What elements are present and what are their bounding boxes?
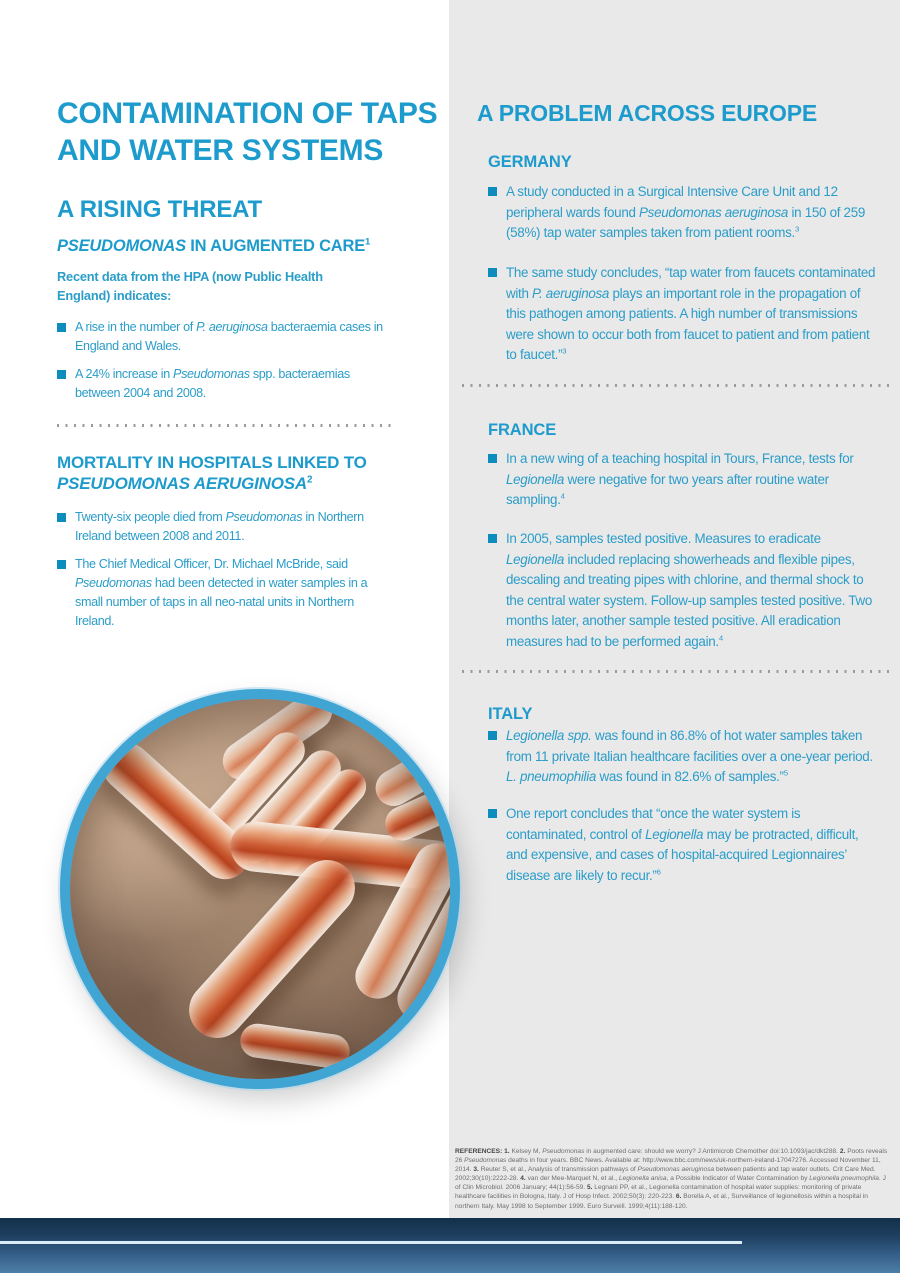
footer-bar xyxy=(0,1218,900,1273)
bullet-item xyxy=(488,182,888,244)
country-heading-germany: GERMANY xyxy=(488,153,572,171)
hpa-intro-text: Recent data from the HPA (now Public Health England) indicates: xyxy=(57,269,323,303)
bullet-square-icon xyxy=(57,560,66,569)
mortality-bullet-list xyxy=(57,508,397,640)
bacteria-photo xyxy=(60,689,460,1089)
bullet-item xyxy=(488,726,888,788)
bullet-square-icon xyxy=(488,268,497,277)
bullet-item xyxy=(488,449,888,511)
bullet-square-icon xyxy=(57,323,66,332)
dotted-divider xyxy=(57,424,395,427)
bullet-text: A 24% increase in Pseudomonas spp. bacteraemias between 2004 and 2008. xyxy=(75,367,350,400)
bullet-square-icon xyxy=(488,187,497,196)
bullet-text: Legionella spp. was found in 86.8% of hot water samples taken from 11 private Italian healthcare facilities over a one-year period. L. pneumophilia was found in 82.6% of samples.”$^5$ xyxy=(506,728,873,784)
bullet-item xyxy=(57,318,397,356)
dotted-divider xyxy=(462,384,895,387)
europe-heading: A PROBLEM ACROSS EUROPE xyxy=(477,100,818,126)
bacterium-rod xyxy=(228,819,460,893)
bullet-text: A study conducted in a Surgical Intensive Care Unit and 12 peripheral wards found Pseudomonas aeruginosa in 150 of 259 (58%) tap water samples taken from patient rooms.$^3$ xyxy=(506,184,866,240)
bullet-item xyxy=(488,804,888,886)
right-column xyxy=(460,0,896,1218)
bullet-text: Twenty-six people died from Pseudomonas in Northern Ireland between 2008 and 2011. xyxy=(75,510,364,543)
bacterium-rod xyxy=(192,725,312,853)
bacterium-rod xyxy=(178,849,367,1050)
mortality-heading: MORTALITY IN HOSPITALS LINKED TO PSEUDOMONAS AERUGINOSA$^2$ xyxy=(57,453,367,493)
bullet-text: The same study concludes, “tap water from faucets contaminated with P. aeruginosa plays an important role in the propagation of this pathogen among patients. A high number of transmissions were shown to occur both from faucet to patient and from patient to faucet.”$^3$ xyxy=(506,265,876,362)
bacterium-rod xyxy=(215,689,339,787)
bullet-text: In a new wing of a teaching hospital in Tours, France, tests for Legionella were negative for two years after routine water sampling.$^4$ xyxy=(506,451,854,507)
bullet-square-icon xyxy=(57,513,66,522)
bacterium-rod xyxy=(238,1022,352,1071)
rising-threat-bullet-list xyxy=(57,318,397,412)
bullet-item xyxy=(57,365,397,403)
page-title: CONTAMINATION OF TAPS AND WATER SYSTEMS xyxy=(57,97,438,167)
rising-threat-heading: A RISING THREAT xyxy=(57,196,262,223)
bullet-item xyxy=(488,529,888,652)
bullet-text: One report concludes that “once the water system is contaminated, control of Legionella may be protracted, difficult, and expensive, and cases of hospital-acquired Legionnaires’ disease are likely to recur.”$^6$ xyxy=(506,806,859,883)
bullet-square-icon xyxy=(57,370,66,379)
bullet-item xyxy=(488,263,888,366)
bullet-item xyxy=(57,508,397,546)
country-heading-italy: ITALY xyxy=(488,705,533,723)
bullet-text: The Chief Medical Officer, Dr. Michael McBride, said Pseudomonas had been detected in water samples in a small number of taps in all neo-natal units in Northern Ireland. xyxy=(75,557,368,628)
bacterium-rod xyxy=(261,762,373,881)
country-heading-france: FRANCE xyxy=(488,421,557,439)
references: REFERENCES: 1. Kelsey M, Pseudomonas in augmented care: should we worry? J Antimicrob Chemother doi:10.1093/jac/dkt288. 2. Poots reveals 26 Pseudomonas deaths in four years. BBC News. Available at: http://www.bbc.com/news/uk-northern-ireland-17047276. Accessed November 11, 2014. 3. Reuter S, et al., Analysis of transmission pathways of Pseudomonas aeruginosa between patients and tap water outlets. Crit Care Med. 2002;30(10):2222-28. 4. van der Mee-Marquet N, et al., Legionella anisa, a Possible Indicator of Water Contamination by Legionella pneumophila. J of Clin Microbiol. 2006 January; 44(1):56-59. 5. Legnani PP, et al., Legionella contamination of hospital water supplies: monitoring of private healthcare facilities in Bologna, Italy. J of Hosp Infect. 2002;50(3): 220-223. 6. Borella A, et al., Surveillance of legionellosis within a hospital in northern Italy. May 1998 to September 1999. Euro Surveill. 1999;4(11):188-120. xyxy=(455,1148,888,1210)
bullet-square-icon xyxy=(488,454,497,463)
dotted-divider xyxy=(462,670,895,673)
bullet-square-icon xyxy=(488,809,497,818)
pseudomonas-augmented-care-subheading: PSEUDOMONAS IN AUGMENTED CARE$^1$ xyxy=(57,236,371,255)
bullet-item xyxy=(57,555,397,631)
bacterium-rod xyxy=(228,743,348,871)
footer-accent-line xyxy=(0,1241,742,1244)
bullet-square-icon xyxy=(488,534,497,543)
bullet-square-icon xyxy=(488,731,497,740)
bullet-text: A rise in the number of P. aeruginosa bacteraemia cases in England and Wales. xyxy=(75,320,383,353)
bullet-text: In 2005, samples tested positive. Measures to eradicate Legionella included replacing showerheads and flexible pipes, descaling and treating pipes with chlorine, and thermal shock to the central water system. Follow-up samples tested positive. Two months later, another sample tested positive. All eradication measures had to be performed again.$^4$ xyxy=(506,531,873,649)
bacterium-rod xyxy=(93,733,259,889)
